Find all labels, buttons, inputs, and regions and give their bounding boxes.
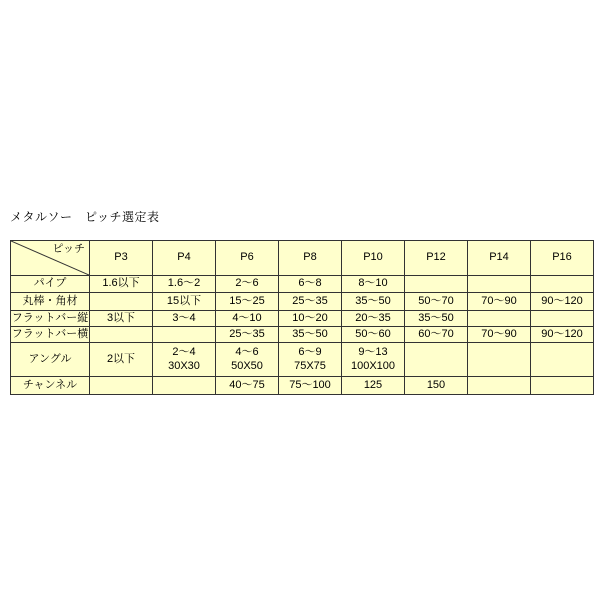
cell-round-p14: 70〜90 bbox=[468, 293, 531, 311]
cell-flatv-p16 bbox=[531, 311, 594, 327]
table-row bbox=[11, 377, 594, 395]
cell-round-p10: 35〜50 bbox=[342, 293, 405, 311]
cell-angle-p6-line1: 4〜6 bbox=[235, 345, 259, 358]
cell-angle-p8-line1: 6〜9 bbox=[298, 345, 322, 358]
column-header-p16: P16 bbox=[531, 241, 594, 276]
cell-round-p8: 25〜35 bbox=[279, 293, 342, 311]
cell-pipe-p10: 8〜10 bbox=[342, 276, 405, 293]
column-header-p14: P14 bbox=[468, 241, 531, 276]
cell-angle-p14 bbox=[468, 343, 531, 377]
cell-angle-p10-line1: 9〜13 bbox=[358, 345, 388, 358]
cell-flatv-p8: 10〜20 bbox=[279, 311, 342, 327]
cell-angle-p6-line2: 50X50 bbox=[231, 359, 263, 372]
cell-round-p3 bbox=[90, 293, 153, 311]
cell-round-p4: 15以下 bbox=[153, 293, 216, 311]
cell-pipe-p14 bbox=[468, 276, 531, 293]
cell-flath-p16: 90〜120 bbox=[531, 327, 594, 343]
cell-pipe-p6: 2〜6 bbox=[216, 276, 279, 293]
cell-angle-p16 bbox=[531, 343, 594, 377]
cell-flath-p8: 35〜50 bbox=[279, 327, 342, 343]
table-row bbox=[11, 327, 594, 343]
cell-flatv-p12: 35〜50 bbox=[405, 311, 468, 327]
cell-angle-p8 bbox=[279, 343, 342, 377]
cell-channel-p8: 75〜100 bbox=[279, 377, 342, 395]
column-header-p8: P8 bbox=[279, 241, 342, 276]
corner-label-pitch: ピッチ bbox=[52, 243, 85, 255]
table-row bbox=[11, 293, 594, 311]
cell-angle-p6 bbox=[216, 343, 279, 377]
cell-pipe-p8: 6〜8 bbox=[279, 276, 342, 293]
cell-angle-p10-line2: 100X100 bbox=[350, 359, 396, 372]
cell-channel-p10: 125 bbox=[342, 377, 405, 395]
cell-angle-p4-line1: 2〜4 bbox=[172, 345, 196, 358]
column-header-p6: P6 bbox=[216, 241, 279, 276]
cell-flath-p3 bbox=[90, 327, 153, 343]
cell-channel-p16 bbox=[531, 377, 594, 395]
cell-channel-p12: 150 bbox=[405, 377, 468, 395]
cell-angle-p12 bbox=[405, 343, 468, 377]
cell-flath-p12: 60〜70 bbox=[405, 327, 468, 343]
cell-angle-p3-line1: 2以下 bbox=[106, 352, 136, 365]
cell-round-p6: 15〜25 bbox=[216, 293, 279, 311]
pitch-selection-table bbox=[10, 240, 594, 395]
cell-flath-p10: 50〜60 bbox=[342, 327, 405, 343]
cell-round-p16: 90〜120 bbox=[531, 293, 594, 311]
row-header-pipe: パイプ bbox=[11, 276, 90, 293]
row-header-angle: アングル bbox=[11, 343, 90, 377]
cell-channel-p4 bbox=[153, 377, 216, 395]
column-header-p12: P12 bbox=[405, 241, 468, 276]
cell-flath-p4 bbox=[153, 327, 216, 343]
table-header-row bbox=[11, 241, 594, 276]
cell-pipe-p3: 1.6以下 bbox=[90, 276, 153, 293]
table-row bbox=[11, 311, 594, 327]
cell-pipe-p12 bbox=[405, 276, 468, 293]
row-header-channel: チャンネル bbox=[11, 377, 90, 395]
column-header-p4: P4 bbox=[153, 241, 216, 276]
cell-round-p12: 50〜70 bbox=[405, 293, 468, 311]
table-corner-header bbox=[11, 241, 90, 276]
column-header-p10: P10 bbox=[342, 241, 405, 276]
cell-flatv-p6: 4〜10 bbox=[216, 311, 279, 327]
table-row bbox=[11, 276, 594, 293]
column-header-p3: P3 bbox=[90, 241, 153, 276]
cell-flatv-p3: 3以下 bbox=[90, 311, 153, 327]
cell-angle-p4 bbox=[153, 343, 216, 377]
cell-channel-p14 bbox=[468, 377, 531, 395]
cell-flatv-p14 bbox=[468, 311, 531, 327]
cell-flatv-p4: 3〜4 bbox=[153, 311, 216, 327]
row-header-flat-bar-vertical: フラットバー縦 bbox=[11, 311, 90, 327]
cell-pipe-p16 bbox=[531, 276, 594, 293]
cell-angle-p10 bbox=[342, 343, 405, 377]
cell-channel-p6: 40〜75 bbox=[216, 377, 279, 395]
cell-angle-p8-line2: 75X75 bbox=[294, 359, 326, 372]
cell-channel-p3 bbox=[90, 377, 153, 395]
cell-angle-p3 bbox=[90, 343, 153, 377]
cell-pipe-p4: 1.6〜2 bbox=[153, 276, 216, 293]
cell-flatv-p10: 20〜35 bbox=[342, 311, 405, 327]
cell-angle-p4-line2: 30X30 bbox=[168, 359, 200, 372]
table-row bbox=[11, 343, 594, 377]
cell-flath-p14: 70〜90 bbox=[468, 327, 531, 343]
row-header-flat-bar-horizontal: フラットバー横 bbox=[11, 327, 90, 343]
cell-flath-p6: 25〜35 bbox=[216, 327, 279, 343]
page-title: メタルソー ピッチ選定表 bbox=[10, 210, 160, 224]
row-header-round-bar: 丸棒・角材 bbox=[11, 293, 90, 311]
